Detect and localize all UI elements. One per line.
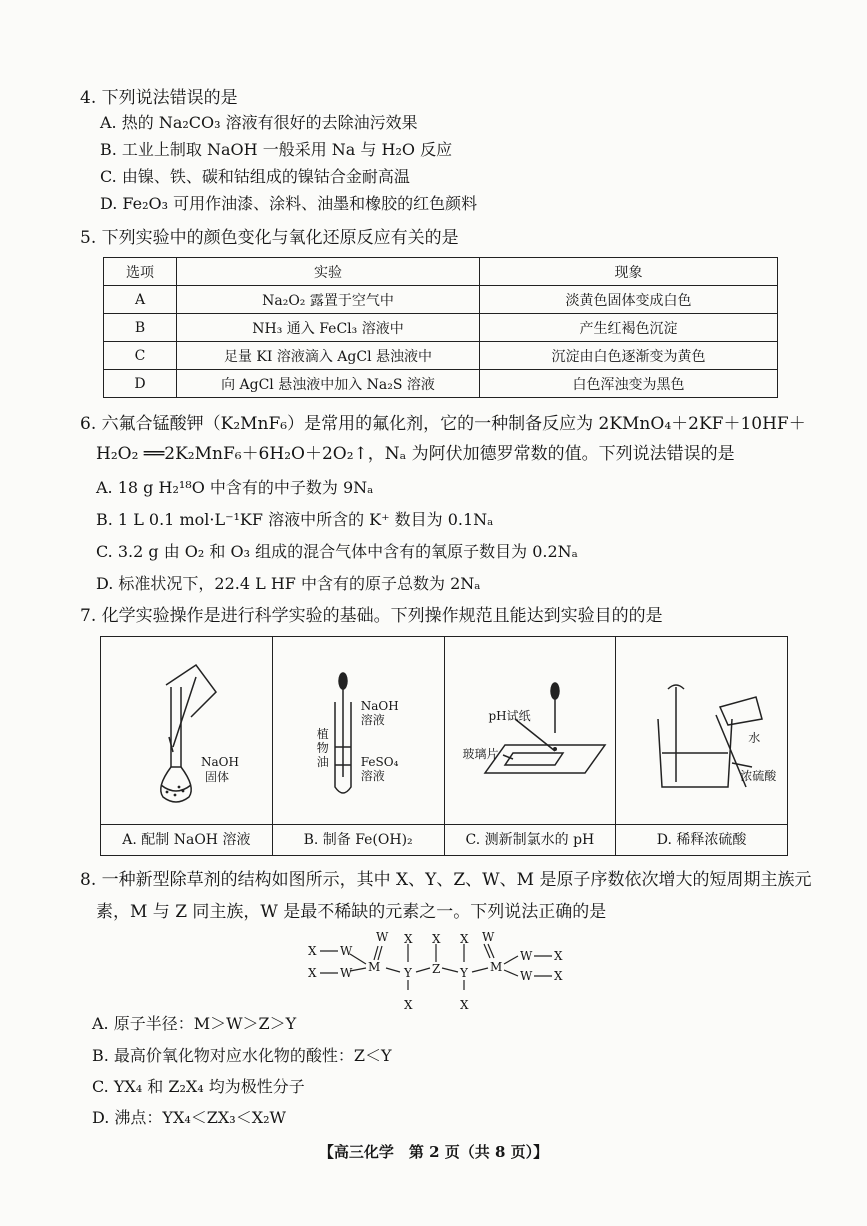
q6-option-a: A. 18 g H₂¹⁸O 中含有的中子数为 9Nₐ bbox=[96, 478, 374, 497]
atom-x: X bbox=[554, 969, 563, 983]
table-row bbox=[104, 286, 778, 314]
table-cell: 足量 KI 溶液滴入 AgCl 悬浊液中 bbox=[177, 342, 480, 370]
atom-x: X bbox=[460, 932, 469, 946]
atom-m: M bbox=[368, 960, 381, 974]
atom-x: X bbox=[554, 949, 563, 963]
table-row bbox=[104, 342, 778, 370]
table-row bbox=[104, 314, 778, 342]
panel-b-label-oil-1: 植 bbox=[316, 727, 329, 741]
q8-stem-line2: 素，M 与 Z 同主族，W 是最不稀缺的元素之一。下列说法正确的是 bbox=[96, 902, 607, 922]
q8-option-c: C. YX₄ 和 Z₂X₄ 均为极性分子 bbox=[92, 1077, 305, 1096]
atom-w: W bbox=[482, 930, 495, 944]
atom-x: X bbox=[432, 932, 441, 946]
table-cell: A bbox=[104, 286, 177, 314]
volumetric-flask-icon bbox=[101, 637, 271, 825]
table-header-row bbox=[104, 258, 778, 286]
q8-option-d: D. 沸点：YX₄＜ZX₃＜X₂W bbox=[92, 1108, 286, 1127]
q8-option-a: A. 原子半径：M＞W＞Z＞Y bbox=[92, 1014, 297, 1033]
atom-x: X bbox=[308, 944, 317, 958]
panel-d-dilution bbox=[616, 637, 787, 855]
q6-option-c: C. 3.2 g 由 O₂ 和 O₃ 组成的混合气体中含有的氧原子数目为 0.2Nₐ bbox=[96, 542, 578, 561]
panel-b-label-oil-2: 物 bbox=[316, 741, 329, 755]
table-header: 现象 bbox=[480, 258, 778, 286]
panel-a-caption: A. 配制 NaOH 溶液 bbox=[101, 824, 272, 855]
panel-c-label-ph-paper: pH试纸 bbox=[488, 709, 531, 723]
panel-b-label-feso4-1: FeSO₄ bbox=[360, 755, 399, 769]
molecular-structure-diagram bbox=[300, 928, 580, 1016]
panel-d-label-acid: 浓硫酸 bbox=[740, 769, 777, 783]
panel-b-label-feso4-2: 溶液 bbox=[360, 769, 385, 783]
atom-w: W bbox=[376, 930, 389, 944]
q4-option-d: D. Fe₂O₃ 可用作油漆、涂料、油墨和橡胶的红色颜料 bbox=[100, 194, 478, 213]
atom-w: W bbox=[340, 944, 353, 958]
q6-option-b: B. 1 L 0.1 mol·L⁻¹KF 溶液中所含的 K⁺ 数目为 0.1Nₐ bbox=[96, 510, 494, 529]
panel-d-label-water: 水 bbox=[748, 731, 761, 745]
page-footer: 【高三化学 第 2 页（共 8 页）】 bbox=[318, 1143, 549, 1161]
q5-stem: 5. 下列实验中的颜色变化与氧化还原反应有关的是 bbox=[80, 228, 459, 248]
panel-b-label-naoh-2: 溶液 bbox=[360, 713, 385, 727]
table-cell: 向 AgCl 悬浊液中加入 Na₂S 溶液 bbox=[177, 370, 480, 398]
atom-x: X bbox=[404, 998, 413, 1012]
panel-c-caption: C. 测新制氯水的 pH bbox=[445, 824, 616, 855]
panel-b-test-tube bbox=[273, 637, 445, 855]
table-cell: B bbox=[104, 314, 177, 342]
table-row bbox=[104, 370, 778, 398]
ph-paper-dropper-icon bbox=[445, 637, 615, 825]
panel-b-label-oil-3: 油 bbox=[316, 755, 329, 769]
table-cell: 沉淀由白色逐渐变为黄色 bbox=[480, 342, 778, 370]
q5-table bbox=[103, 257, 778, 398]
table-cell: C bbox=[104, 342, 177, 370]
table-header: 实验 bbox=[177, 258, 480, 286]
test-tube-icon bbox=[273, 637, 443, 825]
atom-w: W bbox=[520, 969, 533, 983]
panel-a-label-2: 固体 bbox=[205, 770, 230, 784]
q4-option-a: A. 热的 Na₂CO₃ 溶液有很好的去除油污效果 bbox=[100, 113, 418, 132]
atom-x: X bbox=[404, 932, 413, 946]
panel-a-label-1: NaOH bbox=[201, 755, 239, 769]
atom-z: Z bbox=[432, 962, 441, 976]
q6-stem-line1: 6. 六氟合锰酸钾（K₂MnF₆）是常用的氟化剂，它的一种制备反应为 2KMnO₄＋2KF＋10HF＋ bbox=[80, 414, 806, 434]
table-cell: Na₂O₂ 露置于空气中 bbox=[177, 286, 480, 314]
panel-a-volumetric-flask bbox=[101, 637, 273, 855]
panel-b-caption: B. 制备 Fe(OH)₂ bbox=[273, 824, 444, 855]
q4-option-b: B. 工业上制取 NaOH 一般采用 Na 与 H₂O 反应 bbox=[100, 140, 453, 159]
q4-option-c: C. 由镍、铁、碳和钴组成的镍钴合金耐高温 bbox=[100, 167, 410, 186]
atom-w: W bbox=[520, 949, 533, 963]
beaker-dilution-icon bbox=[616, 637, 786, 825]
q6-option-d: D. 标准状况下，22.4 L HF 中含有的原子总数为 2Nₐ bbox=[96, 574, 481, 593]
panel-b-label-naoh-1: NaOH bbox=[360, 699, 399, 713]
table-cell: 产生红褐色沉淀 bbox=[480, 314, 778, 342]
q8-stem-line1: 8. 一种新型除草剂的结构如图所示，其中 X、Y、Z、W、M 是原子序数依次增大的短周期主族元 bbox=[80, 870, 812, 890]
q7-stem: 7. 化学实验操作是进行科学实验的基础。下列操作规范且能达到实验目的的是 bbox=[80, 606, 663, 626]
q6-stem-line2: H₂O₂ ══2K₂MnF₆＋6H₂O＋2O₂↑，Nₐ 为阿伏加德罗常数的值。下列说法错误的是 bbox=[96, 444, 735, 464]
panel-d-caption: D. 稀释浓硫酸 bbox=[616, 824, 787, 855]
table-cell: NH₃ 通入 FeCl₃ 溶液中 bbox=[177, 314, 480, 342]
q8-option-b: B. 最高价氧化物对应水化物的酸性：Z＜Y bbox=[92, 1046, 392, 1065]
atom-y: Y bbox=[404, 966, 412, 980]
q7-apparatus-panels bbox=[100, 636, 788, 856]
panel-c-ph-test bbox=[445, 637, 617, 855]
atom-y: Y bbox=[460, 966, 468, 980]
panel-c-label-glass: 玻璃片 bbox=[462, 747, 499, 761]
atom-x: X bbox=[460, 998, 469, 1012]
q4-stem: 4. 下列说法错误的是 bbox=[80, 88, 238, 108]
table-cell: D bbox=[104, 370, 177, 398]
atom-w: W bbox=[340, 966, 353, 980]
table-cell: 淡黄色固体变成白色 bbox=[480, 286, 778, 314]
table-cell: 白色浑浊变为黑色 bbox=[480, 370, 778, 398]
atom-x: X bbox=[308, 966, 317, 980]
atom-m: M bbox=[490, 960, 503, 974]
table-header: 选项 bbox=[104, 258, 177, 286]
